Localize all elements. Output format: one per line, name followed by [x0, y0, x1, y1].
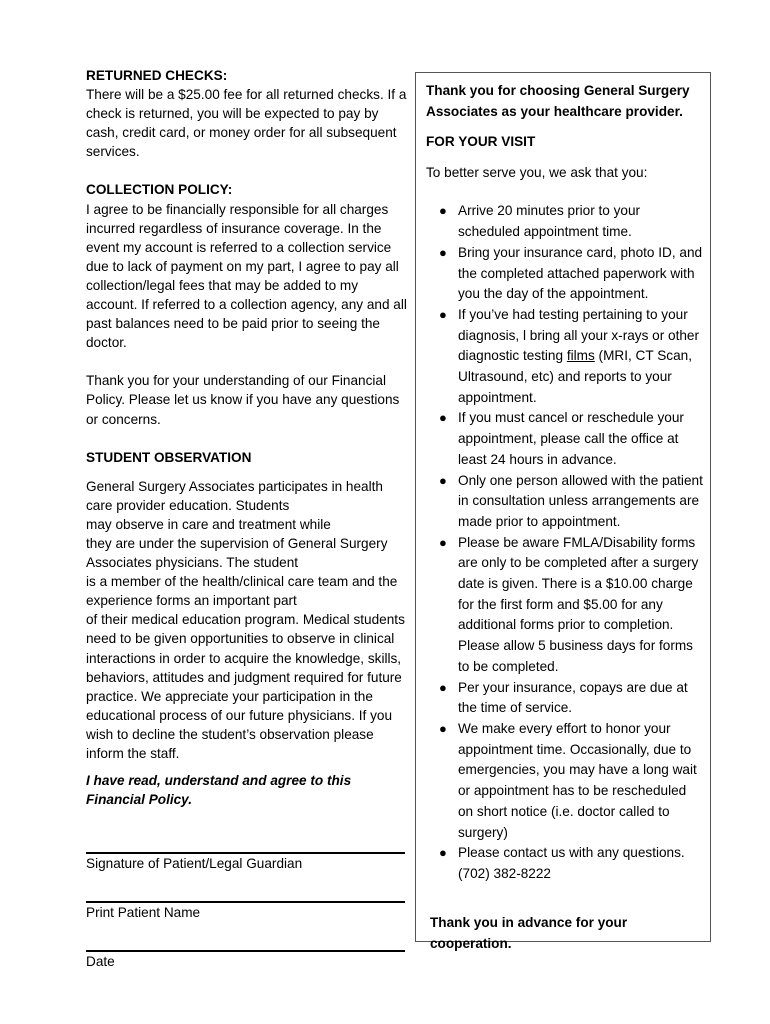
list-item: ● Only one person allowed with the patient in consultation unless arrangements are made prior to appointment. [439, 472, 703, 529]
student-observation-line: is a member of the health/clinical care team and the experience forms an important part [86, 574, 398, 609]
student-observation-text [86, 477, 410, 763]
bullet-icon: ● [439, 472, 447, 488]
bullet-icon: ● [439, 244, 447, 260]
date-line[interactable] [86, 950, 405, 952]
bullet-icon: ● [439, 720, 447, 736]
collection-policy-section [86, 180, 410, 352]
thank-you-heading: Thank you for choosing General Surgery Associates as your healthcare provider. [426, 83, 690, 119]
student-observation-line: may observe in care and treatment while [86, 516, 331, 532]
returned-checks-text: There will be a $25.00 fee for all returned checks. If a check is returned, you will be expected to pay by cash, credit card, or money order for all subsequent services. [86, 87, 407, 160]
visit-intro: To better serve you, we ask that you: [426, 164, 648, 180]
footer-thanks: Thank you in advance for your cooperation. [430, 915, 628, 951]
date-label: Date [86, 954, 115, 969]
bullet-icon: ● [439, 410, 447, 426]
films-underlined: films [566, 348, 595, 364]
list-item: ● Please be aware FMLA/Disability forms are only to be completed after a surgery date is given. There is a $10.00 charge for the first form and $5.00 for any additional forms prior to completion. Please allow 5 business days for forms to be completed. [439, 534, 699, 674]
list-item: ● Bring your insurance card, photo ID, and the completed attached paperwork with you the day of the appointment. [439, 244, 703, 302]
print-name-label: Print Patient Name [86, 905, 201, 920]
list-item: ● Per your insurance, copays are due at the time of service. [439, 679, 688, 716]
returned-checks-section [86, 66, 410, 161]
visit-info-box [415, 72, 711, 951]
bullet-icon: ● [439, 306, 447, 322]
financial-policy-column [86, 66, 410, 809]
bullet-icon: ● [439, 679, 447, 695]
visit-list [426, 201, 704, 884]
returned-checks-heading: RETURNED CHECKS: [86, 68, 228, 83]
signature-label: Signature of Patient/Legal Guardian [86, 856, 303, 871]
student-observation-line: of their medical education program. Medical students need to be given opportunities to observe in clinical interactions in order to acquire the knowledge, skills, behaviors, attitudes and judgment required for future practice. We appreciate your participation in the educational process of our future physicians. If you wish to decline the student’s observation please inform the staff. [86, 612, 405, 761]
agreement-statement: I have read, understand and agree to this Financial Policy. [86, 773, 352, 808]
list-item: ● We make every effort to honor your appointment time. Occasionally, due to emergencies, you may have a long wait or appointment has to be rescheduled on short notice (i.e. doctor called to surgery) [439, 720, 697, 840]
thanks-paragraph: Thank you for your understanding of our Financial Policy. Please let us know if you have any questions or concerns. [86, 373, 400, 427]
student-observation-heading: STUDENT OBSERVATION [86, 449, 252, 465]
list-item: ● Please contact us with any questions. (702) 382-8222 [439, 845, 685, 881]
student-observation-line: they are under the supervision of General Surgery Associates physicians. The student [86, 535, 388, 571]
bullet-icon: ● [439, 203, 447, 219]
list-item: ● If you must cancel or reschedule your appointment, please call the office at least 24 hours in advance. [439, 410, 684, 467]
student-observation-line: General Surgery Associates participates in health care provider education. Students [86, 478, 383, 513]
list-item: ● If you’ve had testing pertaining to your diagnosis, l bring all your x-rays or other diagnostic testing films (MRI, CT Scan, Ultrasound, etc) and reports to your appointment. [439, 306, 700, 405]
collection-policy-heading: COLLECTION POLICY: [86, 182, 233, 198]
for-your-visit-heading: FOR YOUR VISIT [426, 134, 536, 149]
collection-policy-text: I agree to be financially responsible for all charges incurred regardless of insurance coverage. In the event my account is referred to a collection service due to lack of payment on my part, I agree to pay all collection/legal fees that may be added to my account. If referred to a collection agency, any and all past balances need to be paid prior to seeing the doctor. [86, 201, 407, 351]
list-item: ● Arrive 20 minutes prior to your scheduled appointment time. [439, 203, 641, 240]
phone-number: (702) 382-8222 [458, 865, 551, 881]
bullet-icon: ● [439, 845, 447, 861]
bullet-icon: ● [439, 534, 447, 550]
